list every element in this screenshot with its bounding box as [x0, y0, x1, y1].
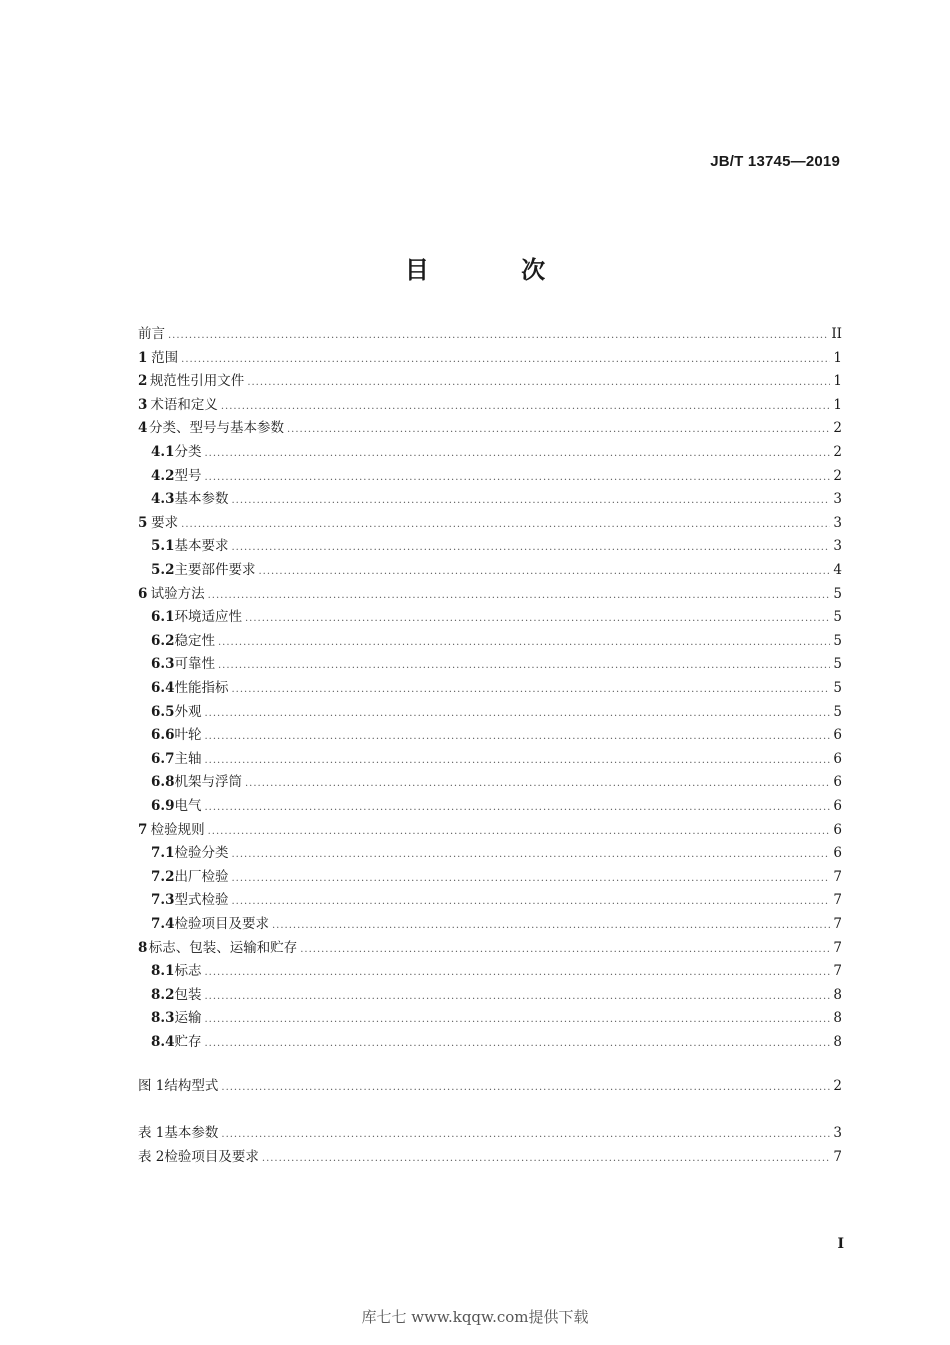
- toc-entry-number: 6.1: [151, 609, 175, 625]
- dot-leader: [232, 890, 831, 913]
- toc-entry[interactable]: [138, 748, 842, 771]
- toc-entry-number: 6.2: [151, 633, 175, 649]
- toc-entry-number: 6.4: [151, 680, 175, 696]
- toc-entry-title: 检验项目及要求: [164, 1149, 259, 1165]
- toc-entry[interactable]: [138, 394, 842, 417]
- toc-entry-number: 6.9: [151, 798, 175, 814]
- dot-leader: [221, 1076, 830, 1099]
- toc-entry-title: 包装: [174, 987, 202, 1003]
- toc-entry-page: 3: [833, 515, 842, 531]
- toc-entry-page: 5: [833, 704, 842, 720]
- toc-entry[interactable]: [138, 984, 842, 1007]
- toc-entry[interactable]: [138, 960, 842, 983]
- toc-entry-title: 性能指标: [174, 680, 229, 696]
- toc-entry-number: 8.3: [151, 1010, 175, 1026]
- toc-entry-number: 6.6: [151, 727, 175, 743]
- toc-entry-title: 电气: [174, 798, 202, 814]
- toc-entry-number: 4.1: [151, 444, 175, 460]
- page-title: 目 次: [404, 255, 588, 284]
- toc-entry-title: 规范性引用文件: [149, 373, 245, 389]
- toc-entry-title: 型号: [174, 468, 202, 484]
- dot-leader: [221, 395, 831, 418]
- toc-entry[interactable]: [138, 771, 842, 794]
- dot-leader: [272, 914, 830, 937]
- toc-entry-page: 6: [833, 774, 842, 790]
- toc-entry[interactable]: [138, 913, 842, 936]
- toc-entry[interactable]: [138, 819, 842, 842]
- toc-entry[interactable]: [138, 441, 842, 464]
- toc-entry[interactable]: [138, 1075, 842, 1098]
- toc-entry-page: 6: [833, 845, 842, 861]
- toc-entry-page: 3: [833, 1125, 842, 1141]
- toc-entry-title: 检验规则: [150, 822, 205, 838]
- toc-entry-title: 前言: [138, 326, 165, 342]
- dot-leader: [247, 371, 830, 394]
- dot-leader: [232, 843, 831, 866]
- dot-leader: [245, 607, 830, 630]
- toc-entry-page: 2: [833, 1078, 842, 1094]
- toc-entry-title: 结构型式: [164, 1078, 219, 1094]
- toc-entry[interactable]: [138, 559, 842, 582]
- toc-entry-title: 机架与浮筒: [174, 774, 242, 790]
- toc-entry-number: 表 1: [138, 1125, 165, 1141]
- toc-entry-title: 贮存: [174, 1034, 202, 1050]
- toc-entry-title: 可靠性: [174, 656, 215, 672]
- toc-entry-page: 1: [833, 373, 842, 389]
- toc-entry-page: 6: [833, 727, 842, 743]
- toc-entry-title: 分类、型号与基本参数: [149, 420, 284, 436]
- toc-entry-number: 6.5: [151, 704, 175, 720]
- toc-entry-page: 5: [833, 586, 842, 602]
- toc-entry-page: 2: [833, 444, 842, 460]
- toc-entry-number: 6: [138, 586, 148, 602]
- toc-entry-title: 运输: [174, 1010, 202, 1026]
- toc-entry-number: 4.3: [151, 491, 175, 507]
- toc-entry-page: 7: [833, 963, 842, 979]
- toc-entry-page: 8: [833, 987, 842, 1003]
- dot-leader: [287, 418, 830, 441]
- toc-entry-page: 8: [833, 1034, 842, 1050]
- toc-entry-number: 3: [138, 397, 148, 413]
- dot-leader: [218, 654, 830, 677]
- dot-leader: [232, 536, 831, 559]
- toc-entry-page: 5: [833, 656, 842, 672]
- toc-entry[interactable]: [138, 1146, 842, 1169]
- toc-entry[interactable]: [138, 323, 842, 346]
- toc-entry-number: 7: [138, 822, 148, 838]
- toc-entry-title: 术语和定义: [150, 397, 218, 413]
- toc-entry-number: 6.8: [151, 774, 175, 790]
- toc-entry[interactable]: [138, 1122, 842, 1145]
- toc-entry-page: 6: [833, 822, 842, 838]
- toc-entry-title: 外观: [174, 704, 202, 720]
- toc-entry-title: 标志、包装、运输和贮存: [148, 940, 298, 956]
- dot-leader: [205, 796, 831, 819]
- toc-entry-number: 1: [138, 350, 148, 366]
- toc-entry[interactable]: [138, 842, 842, 865]
- toc-entry[interactable]: [138, 701, 842, 724]
- toc-entry-page: 7: [833, 1149, 842, 1165]
- toc-entry-page: 2: [833, 420, 842, 436]
- toc-entry-title: 范围: [151, 350, 179, 366]
- toc-entry[interactable]: [138, 653, 842, 676]
- toc-entry-number: 8.4: [151, 1034, 175, 1050]
- toc-entry-number: 图 1: [138, 1078, 165, 1094]
- toc-entry-page: 8: [833, 1010, 842, 1026]
- dot-leader: [208, 584, 831, 607]
- toc-entry[interactable]: [138, 1031, 842, 1054]
- toc-entry-page: 1: [833, 397, 842, 413]
- dot-leader: [205, 749, 831, 772]
- toc-entry-number: 表 2: [138, 1149, 165, 1165]
- toc-entry-page: 7: [833, 940, 842, 956]
- toc-entry-number: 4: [138, 420, 148, 436]
- toc-entry-number: 2: [138, 373, 148, 389]
- toc-entry-title: 出厂检验: [174, 869, 229, 885]
- toc-entry-title: 检验项目及要求: [174, 916, 269, 932]
- toc-entry-page: 7: [833, 916, 842, 932]
- toc-entry-number: 5.2: [151, 562, 175, 578]
- toc-entry-number: 7.2: [151, 869, 175, 885]
- toc-entry-number: 7.1: [151, 845, 175, 861]
- toc-entry-page: II: [831, 326, 842, 342]
- toc-entry-number: 6.3: [151, 656, 175, 672]
- toc-entry[interactable]: [138, 535, 842, 558]
- toc-entry[interactable]: [138, 866, 842, 889]
- toc-entry[interactable]: [138, 488, 842, 511]
- toc-entry-title: 稳定性: [174, 633, 215, 649]
- toc-entry-page: 7: [833, 869, 842, 885]
- toc-entry-page: 1: [833, 350, 842, 366]
- toc-entry-page: 5: [833, 609, 842, 625]
- toc-entry[interactable]: [138, 795, 842, 818]
- dot-leader: [205, 442, 831, 465]
- dot-leader: [232, 489, 831, 512]
- toc-entry-number: 5: [138, 515, 148, 531]
- toc-entry-number: 8: [138, 940, 148, 956]
- toc-entry-number: 8.1: [151, 963, 175, 979]
- toc-entry-number: 7.4: [151, 916, 175, 932]
- toc-entry-number: 5.1: [151, 538, 175, 554]
- toc-entry-title: 标志: [174, 963, 202, 979]
- toc-entry[interactable]: [138, 512, 842, 535]
- toc-entry-title: 基本参数: [164, 1125, 219, 1141]
- toc-entry[interactable]: [138, 606, 842, 629]
- toc-entry-page: 4: [833, 562, 842, 578]
- download-watermark: 库七七 www.kqqw.com提供下载: [361, 1308, 589, 1326]
- dot-leader: [205, 702, 831, 725]
- dot-leader: [181, 513, 830, 536]
- toc-entry-page: 6: [833, 751, 842, 767]
- toc-entry-title: 分类: [174, 444, 202, 460]
- toc-entry-title: 检验分类: [174, 845, 229, 861]
- toc-entry[interactable]: [138, 724, 842, 747]
- toc-entry-title: 基本参数: [174, 491, 229, 507]
- toc-entry[interactable]: [138, 1007, 842, 1030]
- toc-entry[interactable]: [138, 889, 842, 912]
- toc-entry[interactable]: [138, 347, 842, 370]
- dot-leader: [205, 725, 831, 748]
- toc-entry-page: 3: [833, 491, 842, 507]
- dot-leader: [168, 324, 828, 347]
- dot-leader: [205, 985, 831, 1008]
- toc-entry-number: 6.7: [151, 751, 175, 767]
- toc-entry[interactable]: [138, 417, 842, 440]
- toc-entry-title: 环境适应性: [174, 609, 242, 625]
- toc-entry[interactable]: [138, 677, 842, 700]
- dot-leader: [205, 466, 831, 489]
- toc-entry-number: 7.3: [151, 892, 175, 908]
- toc-entry-title: 要求: [151, 515, 179, 531]
- dot-leader: [205, 1032, 831, 1055]
- toc-entry-page: 6: [833, 798, 842, 814]
- toc-entry[interactable]: [138, 630, 842, 653]
- toc-entry[interactable]: [138, 465, 842, 488]
- toc-entry-page: 5: [833, 680, 842, 696]
- toc-entry[interactable]: [138, 937, 842, 960]
- toc-entry[interactable]: [138, 583, 842, 606]
- dot-leader: [232, 867, 831, 890]
- toc-entry[interactable]: [138, 370, 842, 393]
- dot-leader: [208, 820, 831, 843]
- dot-leader: [205, 1008, 831, 1031]
- dot-leader: [245, 772, 830, 795]
- toc-entry-page: 5: [833, 633, 842, 649]
- dot-leader: [205, 961, 831, 984]
- toc-entry-title: 主要部件要求: [174, 562, 256, 578]
- toc-entry-title: 型式检验: [174, 892, 229, 908]
- toc-entry-title: 叶轮: [174, 727, 202, 743]
- toc-entry-number: 8.2: [151, 987, 175, 1003]
- dot-leader: [300, 938, 830, 961]
- dot-leader: [262, 1147, 831, 1170]
- toc-entry-page: 3: [833, 538, 842, 554]
- page-number: I: [837, 1236, 844, 1252]
- toc-entry-page: 7: [833, 892, 842, 908]
- dot-leader: [181, 348, 830, 371]
- toc-entry-title: 试验方法: [150, 586, 205, 602]
- dot-leader: [218, 631, 830, 654]
- dot-leader: [232, 678, 831, 701]
- standard-code: JB/T 13745—2019: [710, 153, 840, 170]
- toc-entry-number: 4.2: [151, 468, 175, 484]
- toc-entry-title: 主轴: [174, 751, 202, 767]
- dot-leader: [259, 560, 831, 583]
- dot-leader: [221, 1123, 830, 1146]
- toc-entry-title: 基本要求: [174, 538, 229, 554]
- toc-entry-page: 2: [833, 468, 842, 484]
